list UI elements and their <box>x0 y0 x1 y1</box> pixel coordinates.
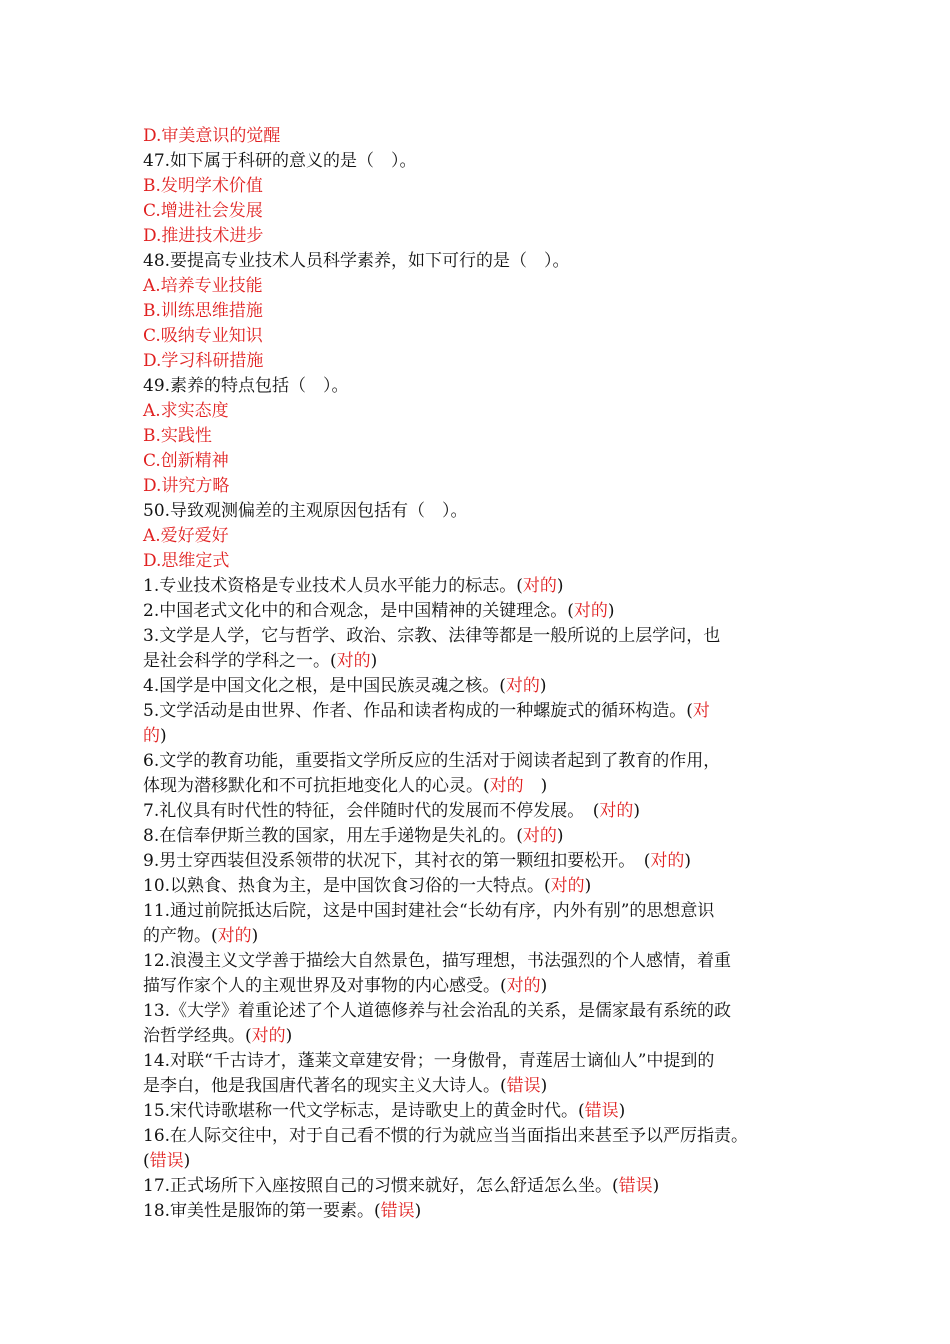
statement-line <box>143 724 823 749</box>
line-text: 7.礼仪具有时代性的特征，会伴随时代的发展而不停发展。 ( <box>143 801 600 821</box>
line-text: 49.素养的特点包括（ ）。 <box>143 376 349 396</box>
answer-option-line <box>143 549 823 574</box>
line-text: 8.在信奉伊斯兰教的国家，用左手递物是失礼的。( <box>143 826 523 846</box>
statement-line <box>143 1074 823 1099</box>
question-line <box>143 149 823 174</box>
answer-mark: 对的 <box>506 976 541 996</box>
line-text: 5.文学活动是由世界、作者、作品和读者构成的一种螺旋式的循环构造。( <box>143 701 693 721</box>
line-text: D.思维定式 <box>143 551 230 571</box>
statement-line <box>143 799 823 824</box>
answer-option-line <box>143 399 823 424</box>
answer-mark: 对的 <box>336 651 371 671</box>
answer-option-line <box>143 449 823 474</box>
answer-mark: 对的 <box>217 926 252 946</box>
line-text: 2.中国老式文化中的和合观念，是中国精神的关键理念。( <box>143 601 574 621</box>
question-line <box>143 249 823 274</box>
answer-mark: 对的 <box>650 851 685 871</box>
answer-mark: 对的 <box>573 601 608 621</box>
answer-option-line <box>143 524 823 549</box>
statement-line <box>143 874 823 899</box>
line-text: 描写作家个人的主观世界及对事物的内心感受。( <box>143 976 507 996</box>
statement-line <box>143 624 823 649</box>
line-text: 治哲学经典。( <box>143 1026 252 1046</box>
answer-option-line <box>143 274 823 299</box>
answer-mark: 对的 <box>489 776 524 796</box>
answer-mark: 错误 <box>380 1201 415 1221</box>
line-text: 的产物。( <box>143 926 218 946</box>
answer-mark: 对的 <box>505 676 540 696</box>
closing-paren: ) <box>652 1176 660 1196</box>
closing-paren: ) <box>183 1151 191 1171</box>
closing-paren: ) <box>414 1201 422 1221</box>
line-text: 4.国学是中国文化之根，是中国民族灵魂之核。( <box>143 676 506 696</box>
statement-line <box>143 974 823 999</box>
statement-line <box>143 999 823 1024</box>
statement-line <box>143 674 823 699</box>
statement-line <box>143 749 823 774</box>
question-list <box>143 124 823 1224</box>
statement-line <box>143 949 823 974</box>
statement-line <box>143 774 823 799</box>
statement-line <box>143 574 823 599</box>
line-text: 9.男士穿西装但没系领带的状况下，其衬衣的第一颗纽扣要松开。 ( <box>143 851 651 871</box>
line-text: C.吸纳专业知识 <box>143 326 263 346</box>
line-text: B.发明学术价值 <box>143 176 263 196</box>
answer-option-line <box>143 424 823 449</box>
statement-line <box>143 849 823 874</box>
statement-line <box>143 1199 823 1224</box>
line-text: D.推进技术进步 <box>143 226 264 246</box>
closing-paren: ) <box>540 1076 548 1096</box>
line-text: 13.《大学》着重论述了个人道德修养与社会治乱的关系，是儒家最有系统的政 <box>143 1001 732 1021</box>
line-text: 18.审美性是服饰的第一要素。( <box>143 1201 381 1221</box>
line-text: B.实践性 <box>143 426 212 446</box>
answer-mark: 错误 <box>506 1076 541 1096</box>
statement-line <box>143 1124 823 1149</box>
answer-mark: 错误 <box>149 1151 184 1171</box>
closing-paren: ) <box>539 676 547 696</box>
line-text: A.爱好爱好 <box>143 526 229 546</box>
line-text: 是李白，他是我国唐代著名的现实主义大诗人。( <box>143 1076 507 1096</box>
answer-mark: 对 <box>692 701 710 721</box>
line-text: D.审美意识的觉醒 <box>143 126 281 146</box>
closing-paren: ) <box>556 576 564 596</box>
line-text: A.求实态度 <box>143 401 229 421</box>
closing-paren: ) <box>684 851 691 871</box>
closing-paren: ) <box>523 776 548 796</box>
closing-paren: ) <box>607 601 615 621</box>
line-text: 14.对联“千古诗才，蓬莱文章建安骨；一身傲骨，青莲居士谪仙人”中提到的 <box>143 1051 715 1071</box>
closing-paren: ) <box>633 801 640 821</box>
statement-line <box>143 899 823 924</box>
answer-mark: 对的 <box>522 826 557 846</box>
line-text: 体现为潜移默化和不可抗拒地变化人的心灵。( <box>143 776 490 796</box>
question-line <box>143 499 823 524</box>
statement-line <box>143 824 823 849</box>
answer-mark: 的 <box>143 726 160 746</box>
line-text: D.讲究方略 <box>143 476 230 496</box>
closing-paren: ) <box>556 826 564 846</box>
line-text: C.创新精神 <box>143 451 229 471</box>
line-text: 6.文学的教育功能，重要指文学所反应的生活对于阅读者起到了教育的作用， <box>143 751 721 771</box>
question-line <box>143 374 823 399</box>
line-text: C.增进社会发展 <box>143 201 263 221</box>
answer-option-line <box>143 124 823 149</box>
answer-option-line <box>143 299 823 324</box>
line-text: 47.如下属于科研的意义的是（ ）。 <box>143 151 417 171</box>
closing-paren: ) <box>251 926 259 946</box>
statement-line <box>143 1174 823 1199</box>
statement-line <box>143 1149 823 1174</box>
statement-line <box>143 924 823 949</box>
line-text: 50.导致观测偏差的主观原因包括有（ ）。 <box>143 501 468 521</box>
statement-line <box>143 1049 823 1074</box>
answer-option-line <box>143 224 823 249</box>
answer-mark: 错误 <box>618 1176 653 1196</box>
closing-paren: ) <box>285 1026 293 1046</box>
line-text: 11.通过前院抵达后院，这是中国封建社会“长幼有序，内外有别”的思想意识 <box>143 901 715 921</box>
line-text: 3.文学是人学，它与哲学、政治、宗教、法律等都是一般所说的上层学问，也 <box>143 626 721 646</box>
closing-paren: ) <box>370 651 378 671</box>
answer-mark: 对的 <box>550 876 585 896</box>
statement-line <box>143 1099 823 1124</box>
line-text: 10.以熟食、热食为主，是中国饮食习俗的一大特点。( <box>143 876 551 896</box>
answer-mark: 对的 <box>251 1026 286 1046</box>
answer-mark: 对的 <box>522 576 557 596</box>
line-text: D.学习科研措施 <box>143 351 264 371</box>
answer-option-line <box>143 324 823 349</box>
answer-option-line <box>143 474 823 499</box>
line-text: ( <box>143 1151 150 1171</box>
line-text: 17.正式场所下入座按照自己的习惯来就好，怎么舒适怎么坐。( <box>143 1176 619 1196</box>
answer-option-line <box>143 349 823 374</box>
statement-line <box>143 649 823 674</box>
answer-mark: 对的 <box>599 801 634 821</box>
closing-paren: ) <box>584 876 592 896</box>
statement-line <box>143 699 823 724</box>
line-text: 16.在人际交往中，对于自己看不惯的行为就应当当面指出来甚至予以严厉指责。 <box>143 1126 749 1146</box>
line-text: A.培养专业技能 <box>143 276 263 296</box>
statement-line <box>143 1024 823 1049</box>
closing-paren: ) <box>540 976 548 996</box>
answer-option-line <box>143 174 823 199</box>
answer-mark: 错误 <box>584 1101 619 1121</box>
answer-option-line <box>143 199 823 224</box>
line-text: B.训练思维措施 <box>143 301 263 321</box>
statement-line <box>143 599 823 624</box>
line-text: 15.宋代诗歌堪称一代文学标志，是诗歌史上的黄金时代。( <box>143 1101 585 1121</box>
line-text: 1.专业技术资格是专业技术人员水平能力的标志。( <box>143 576 523 596</box>
line-text: 48.要提高专业技术人员科学素养，如下可行的是（ ）。 <box>143 251 570 271</box>
closing-paren: ) <box>160 726 167 746</box>
line-text: 12.浪漫主义文学善于描绘大自然景色，描写理想，书法强烈的个人感情，着重 <box>143 951 732 971</box>
line-text: 是社会科学的学科之一。( <box>143 651 337 671</box>
closing-paren: ) <box>618 1101 626 1121</box>
